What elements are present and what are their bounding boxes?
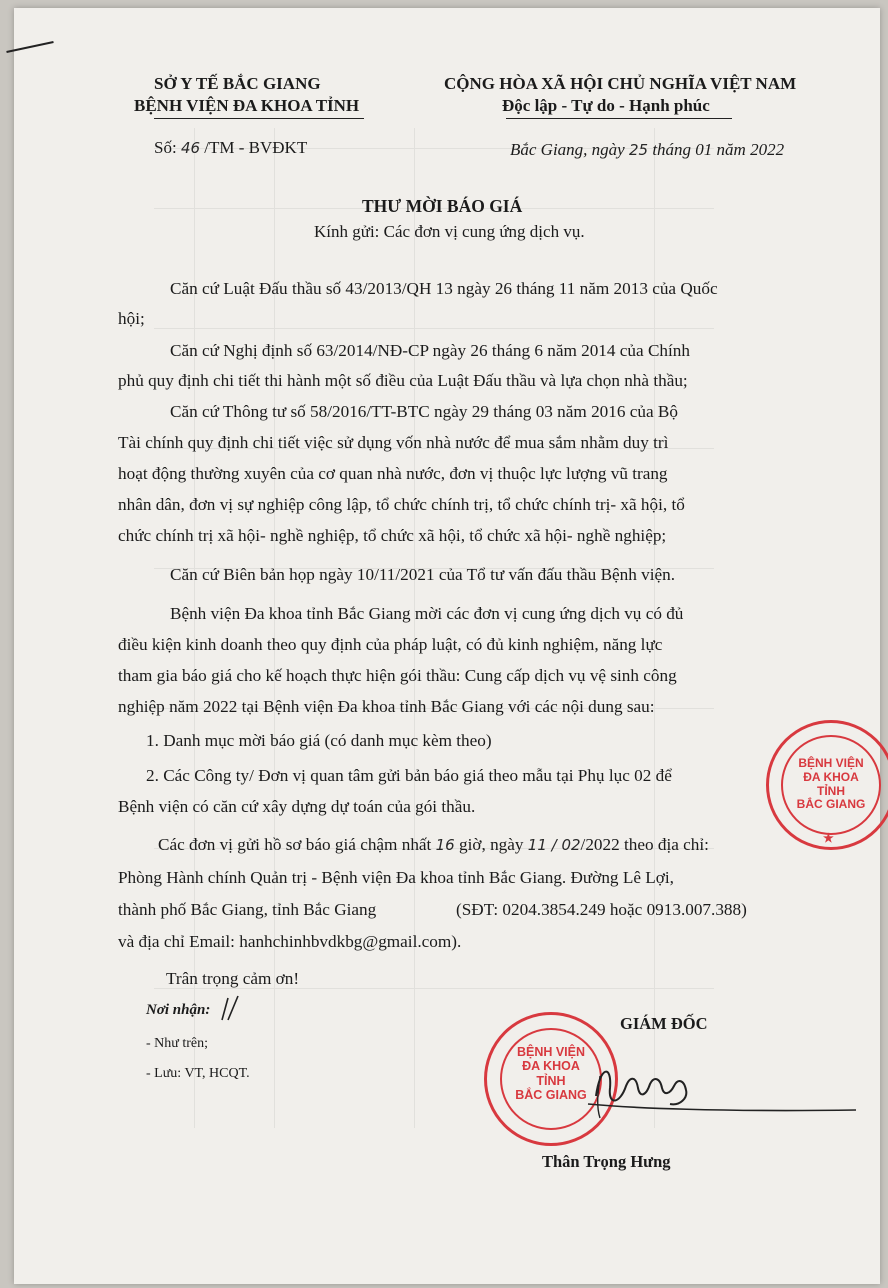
deadline-date-handwritten: 11 / 02 xyxy=(527,836,581,854)
document-page xyxy=(14,8,880,1284)
seal-line-1: BỆNH VIỆN xyxy=(516,1045,586,1059)
deadline-hour-handwritten: 16 xyxy=(435,836,455,854)
seal-line-4: BẮC GIANG xyxy=(515,1088,587,1103)
org-line-1: SỞ Y TẾ BẮC GIANG xyxy=(154,74,321,93)
para-6-line-3b: (SĐT: 0204.3854.249 hoặc 0913.007.388) xyxy=(456,900,747,919)
para-5-line-1: Bệnh viện Đa khoa tỉnh Bắc Giang mời các đơn vị cung ứng dịch vụ có đủ xyxy=(170,604,684,623)
para-3-line-1: Căn cứ Thông tư số 58/2016/TT-BTC ngày 29 tháng 03 năm 2016 của Bộ xyxy=(170,402,678,421)
seal-line-3: TỈNH xyxy=(536,1073,566,1088)
org-underline xyxy=(154,118,364,119)
para-5-line-3: tham gia báo giá cho kế hoạch thực hiện gói thầu: Cung cấp dịch vụ vệ sinh công xyxy=(118,666,677,685)
date-day-handwritten: 25 xyxy=(628,141,649,159)
para-6-line-2: Phòng Hành chính Quản trị - Bệnh viện Đa khoa tỉnh Bắc Giang. Đường Lê Lợi, xyxy=(118,868,674,887)
margin-stamp-star-icon: ★ xyxy=(823,831,834,845)
document-number xyxy=(154,138,307,158)
margin-stamp-line-4: BẮC GIANG xyxy=(796,797,866,812)
deadline-text-b: giờ, ngày xyxy=(459,835,524,854)
date-prefix: Bắc Giang, ngày xyxy=(510,140,625,159)
list-item-2-line-1: 2. Các Công ty/ Đơn vị quan tâm gửi bản báo giá theo mẫu tại Phụ lục 02 để xyxy=(146,766,672,785)
closing-thanks: Trân trọng cảm ơn! xyxy=(166,969,300,988)
recipients-check-icon xyxy=(220,994,242,1027)
nation-line-1: CỘNG HÒA XÃ HỘI CHỦ NGHĨA VIỆT NAM xyxy=(444,74,797,93)
recipients-label: Nơi nhận: xyxy=(146,1002,211,1018)
para-1-line-2: hội; xyxy=(118,309,145,328)
recipients-line-1: - Như trên; xyxy=(146,1036,209,1051)
list-item-2-line-2: Bệnh viện có căn cứ xây dựng dự toán của gói thầu. xyxy=(118,797,476,816)
para-6-line-4: và địa chỉ Email: hanhchinhbvdkbg@gmail.com). xyxy=(118,932,462,951)
margin-stamp-line-3: TỈNH xyxy=(817,783,845,798)
pen-mark xyxy=(6,41,53,53)
para-4-line-1: Căn cứ Biên bản họp ngày 10/11/2021 của Tổ tư vấn đấu thầu Bệnh viện. xyxy=(170,565,676,584)
para-3-line-3: hoạt động thường xuyên của cơ quan nhà nước, đơn vị thuộc lực lượng vũ trang xyxy=(118,464,668,483)
handwritten-signature xyxy=(570,1046,860,1131)
nation-underline xyxy=(506,118,732,119)
document-title: THƯ MỜI BÁO GIÁ xyxy=(362,196,523,216)
doc-no-suffix: /TM - BVĐKT xyxy=(204,138,308,157)
para-3-line-4: nhân dân, đơn vị sự nghiệp công lập, tổ chức chính trị, tổ chức chính trị- xã hội, tổ xyxy=(118,495,685,514)
signer-name: Thân Trọng Hưng xyxy=(542,1152,671,1171)
para-3-line-2: Tài chính quy định chi tiết việc sử dụng vốn nhà nước để mua sắm nhằm duy trì xyxy=(118,433,669,452)
list-item-1: 1. Danh mục mời báo giá (có danh mục kèm theo) xyxy=(146,731,492,750)
date-suffix: tháng 01 năm 2022 xyxy=(652,140,785,159)
document-date xyxy=(510,140,784,160)
recipients-line-2: - Lưu: VT, HCQT. xyxy=(146,1066,250,1081)
nation-line-2: Độc lập - Tự do - Hạnh phúc xyxy=(502,96,710,115)
doc-no-prefix: Số: xyxy=(154,138,177,157)
para-5-line-4: nghiệp năm 2022 tại Bệnh viện Đa khoa tỉnh Bắc Giang với các nội dung sau: xyxy=(118,697,655,716)
signature-title: GIÁM ĐỐC xyxy=(620,1014,708,1033)
salutation: Kính gửi: Các đơn vị cung ứng dịch vụ. xyxy=(314,222,585,241)
para-2-line-1: Căn cứ Nghị định số 63/2014/NĐ-CP ngày 26 tháng 6 năm 2014 của Chính xyxy=(170,341,690,360)
para-5-line-2: điều kiện kinh doanh theo quy định của pháp luật, có đủ kinh nghiệm, năng lực xyxy=(118,635,663,654)
doc-no-handwritten: 46 xyxy=(180,139,201,157)
seal-line-2: ĐA KHOA xyxy=(522,1059,580,1074)
para-1-line-1: Căn cứ Luật Đấu thầu số 43/2013/QH 13 ngày 26 tháng 11 năm 2013 của Quốc xyxy=(170,279,718,298)
para-6-line-1 xyxy=(158,830,709,861)
para-6-line-3a: thành phố Bắc Giang, tỉnh Bắc Giang xyxy=(118,900,377,919)
margin-stamp-line-2: ĐA KHOA xyxy=(803,769,859,784)
margin-seal-stamp xyxy=(766,720,888,850)
para-3-line-5: chức chính trị xã hội- nghề nghiệp, tổ chức xã hội, tổ chức xã hội- nghề nghiệp; xyxy=(118,526,667,545)
para-2-line-2: phủ quy định chi tiết thi hành một số điều của Luật Đấu thầu và lựa chọn nhà thầu; xyxy=(118,371,688,390)
margin-stamp-line-1: BỆNH VIỆN xyxy=(798,756,864,770)
org-line-2: BỆNH VIỆN ĐA KHOA TỈNH xyxy=(134,96,360,115)
deadline-text-a: Các đơn vị gửi hồ sơ báo giá chậm nhất xyxy=(158,835,432,854)
deadline-text-c: /2022 theo địa chỉ: xyxy=(580,835,709,854)
